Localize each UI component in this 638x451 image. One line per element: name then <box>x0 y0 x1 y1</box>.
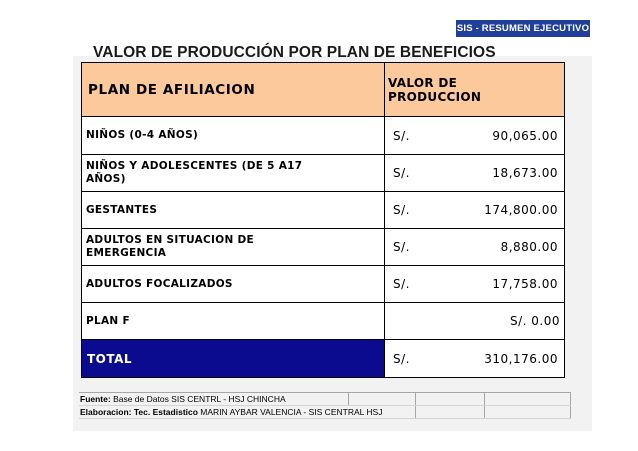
footer-elaboration: Elaboracion: Tec. Estadistico MARIN AYBAR VALENCIA - SIS CENTRAL HSJ <box>79 406 415 419</box>
production-table <box>81 62 565 378</box>
header-valor-line-1: VALOR DE <box>388 75 458 90</box>
row-amount <box>385 229 565 266</box>
header-valor-line-2: PRODUCCION <box>388 89 482 104</box>
currency-symbol: S/. <box>393 128 410 143</box>
total-row <box>82 340 565 378</box>
table-row <box>82 229 565 266</box>
total-amount <box>385 340 565 378</box>
section-badge: SIS - RESUMEN EJECUTIVO <box>456 20 590 37</box>
currency-symbol: S/. <box>393 277 410 291</box>
row-label: NIÑOS Y ADOLESCENTES (DE 5 A17 AÑOS) <box>82 155 385 192</box>
page-title: VALOR DE PRODUCCIÓN POR PLAN DE BENEFICIOS <box>93 44 496 61</box>
row-label: PLAN F <box>82 303 385 340</box>
amount-value: 17,758.00 <box>492 277 558 291</box>
table-header-row <box>82 63 565 117</box>
currency-symbol: S/. <box>393 166 410 180</box>
amount-value: 18,673.00 <box>492 166 558 180</box>
footer-notes <box>79 392 571 419</box>
row-label: ADULTOS FOCALIZADOS <box>82 266 385 303</box>
amount-value: 8,880.00 <box>500 240 558 254</box>
header-plan: PLAN DE AFILIACION <box>82 63 385 117</box>
footer-source-row <box>79 393 570 406</box>
table-row <box>82 303 565 340</box>
row-label: ADULTOS EN SITUACION DE EMERGENCIA <box>82 229 385 266</box>
row-label: GESTANTES <box>82 192 385 229</box>
currency-symbol: S/. <box>393 351 410 366</box>
header-valor <box>385 63 565 117</box>
amount-value: 310,176.00 <box>484 351 558 366</box>
row-amount <box>385 155 565 192</box>
row-label: NIÑOS (0-4 AÑOS) <box>82 117 385 155</box>
footer-source: Fuente: Base de Datos SIS CENTRL - HSJ CHINCHA <box>79 393 348 406</box>
row-amount <box>385 192 565 229</box>
amount-value: 174,800.00 <box>484 203 558 217</box>
currency-symbol: S/. <box>393 203 410 217</box>
total-label: TOTAL <box>82 340 385 378</box>
table-row <box>82 266 565 303</box>
table-row <box>82 155 565 192</box>
footer-elab-row <box>79 406 570 419</box>
amount-value: 90,065.00 <box>492 128 558 143</box>
table-row <box>82 117 565 155</box>
currency-symbol: S/. <box>393 240 410 254</box>
table-row <box>82 192 565 229</box>
plan-f-amount: S/. 0.00 <box>385 303 565 340</box>
row-amount <box>385 117 565 155</box>
row-amount <box>385 266 565 303</box>
